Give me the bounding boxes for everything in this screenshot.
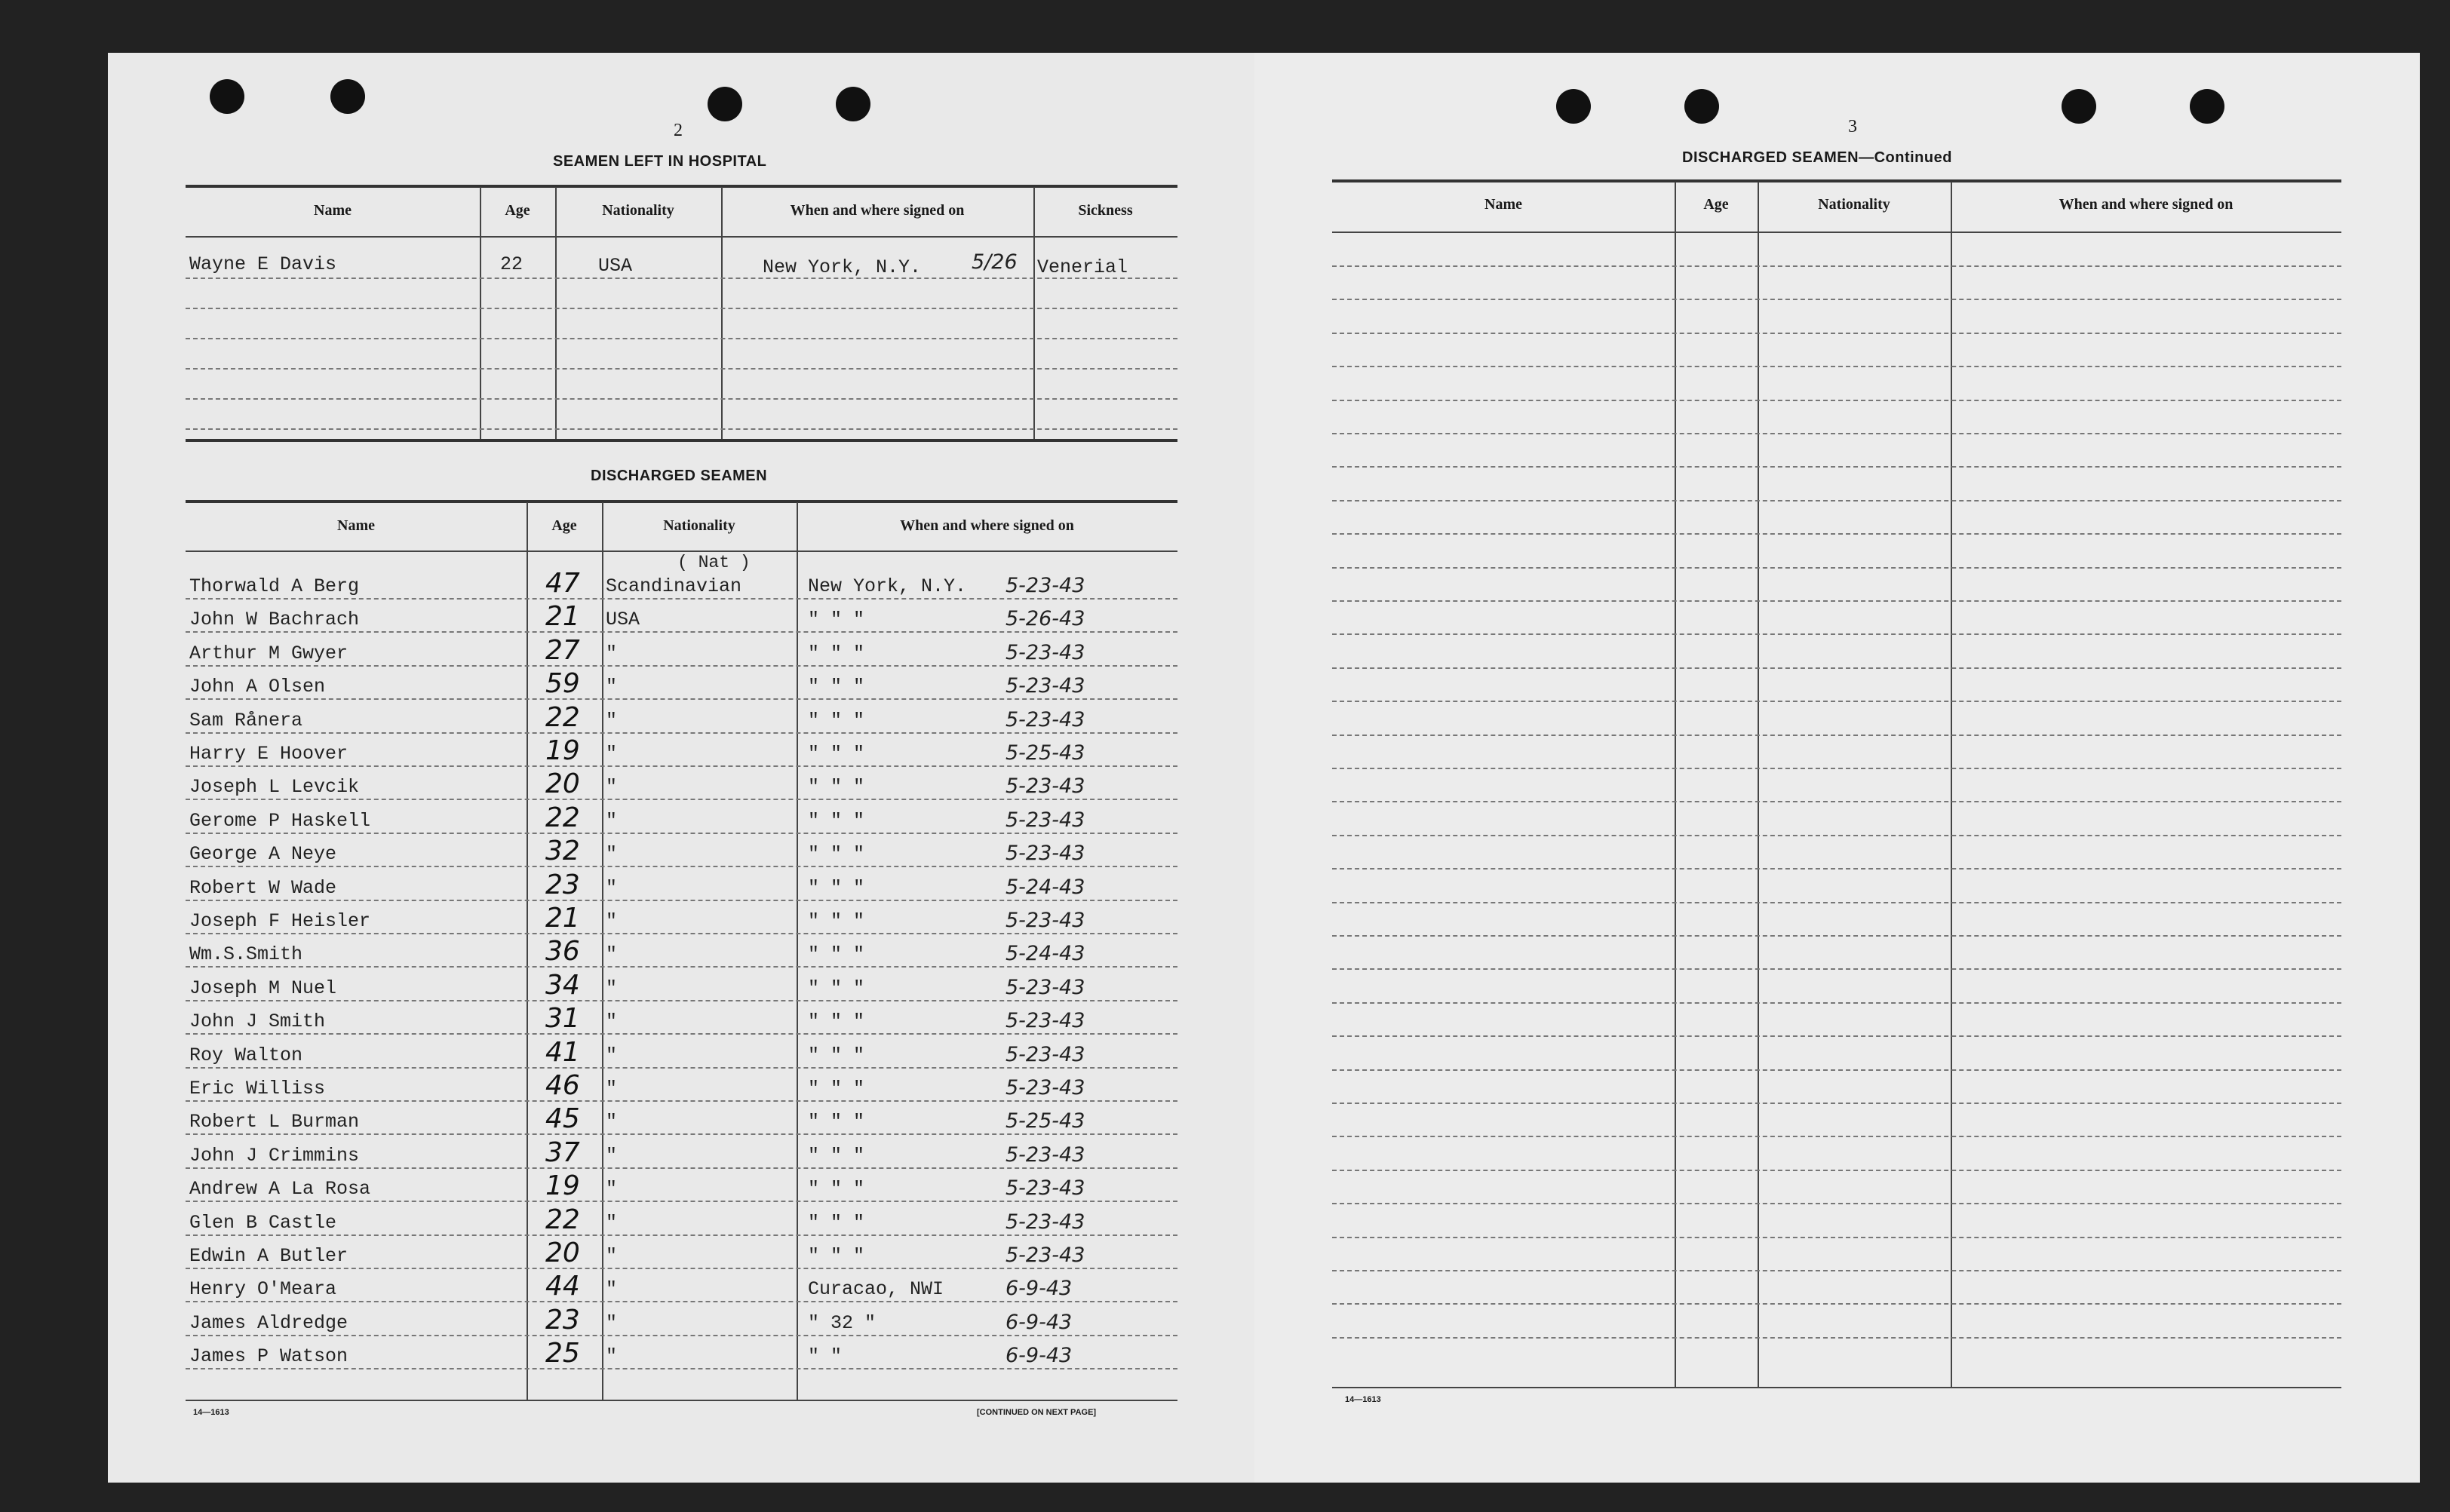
column-divider — [1951, 182, 1952, 1387]
seaman-age: 32 — [545, 836, 580, 866]
row-rule — [1332, 1136, 2341, 1137]
punch-hole — [2190, 89, 2224, 124]
row-rule — [186, 933, 1177, 934]
row-rule — [1332, 265, 2341, 267]
row-rule — [186, 631, 1177, 633]
row-rule — [1332, 935, 2341, 937]
seaman-signed-on-place: " " " — [808, 609, 865, 630]
seaman-signed-on-date: 6-9-43 — [1005, 1277, 1073, 1300]
seaman-signed-on-place: " " " — [808, 877, 865, 899]
row-rule — [186, 1033, 1177, 1035]
seaman-name: Joseph L Levcik — [189, 776, 360, 798]
row-rule — [186, 698, 1177, 700]
row-rule — [1332, 633, 2341, 635]
discharged-continued-title: DISCHARGED SEAMEN—Continued — [1682, 149, 1952, 166]
row-rule — [186, 665, 1177, 667]
column-divider — [602, 502, 603, 1400]
seaman-nationality: " — [606, 910, 618, 932]
seaman-age: 36 — [545, 936, 580, 967]
seaman-signed-on-place: " " " — [808, 1078, 865, 1099]
column-header-sickness: Sickness — [1078, 202, 1133, 219]
seaman-nationality: " — [606, 810, 618, 832]
row-rule — [186, 1067, 1177, 1069]
column-header-signed-on: When and where signed on — [2059, 196, 2234, 213]
seaman-nationality: " — [606, 843, 618, 865]
seaman-nationality: " — [606, 1011, 618, 1032]
seaman-signed-on-place: " " " — [808, 1245, 865, 1267]
row-rule — [186, 1000, 1177, 1001]
seaman-name: Wm.S.Smith — [189, 943, 303, 965]
page-number: 3 — [1848, 117, 1857, 136]
row-rule — [186, 866, 1177, 867]
seaman-signed-on-place: " " " — [808, 743, 865, 765]
seaman-signed-on-date: 5-23-43 — [1005, 808, 1085, 832]
column-header-signed-on: When and where signed on — [790, 202, 965, 219]
seaman-name: Gerome P Haskell — [189, 810, 371, 832]
punch-hole — [1684, 89, 1719, 124]
seaman-signed-on-date: 5-23-43 — [1005, 1043, 1085, 1066]
seaman-name: John A Olsen — [189, 676, 326, 698]
seaman-name: John J Crimmins — [189, 1145, 360, 1167]
seaman-age: 59 — [545, 668, 580, 699]
column-header-nationality: Nationality — [663, 517, 735, 534]
table-rule — [1332, 232, 2341, 233]
seaman-age: 37 — [545, 1137, 580, 1168]
seaman-signed-on-date: 5-23-43 — [1005, 976, 1085, 999]
row-rule — [1332, 1002, 2341, 1004]
seaman-nationality: " — [606, 1044, 618, 1066]
column-divider — [1033, 187, 1035, 439]
seaman-age: 23 — [545, 1305, 580, 1336]
seaman-signed-on-date: 6-9-43 — [1005, 1344, 1073, 1367]
column-divider — [1675, 182, 1676, 1387]
seaman-signed-on-date: 5-24-43 — [1005, 876, 1085, 899]
seaman-nationality: Scandinavian — [606, 575, 742, 597]
seaman-age: 23 — [545, 869, 580, 900]
seaman-age: 27 — [545, 635, 580, 666]
hospital-name: Wayne E Davis — [189, 253, 337, 275]
seaman-age: 22 — [545, 702, 580, 733]
seaman-name: Joseph F Heisler — [189, 910, 371, 932]
hospital-section-title: SEAMEN LEFT IN HOSPITAL — [553, 153, 767, 170]
table-rule — [186, 236, 1177, 238]
row-rule — [1332, 801, 2341, 802]
seaman-name: Sam Rånera — [189, 710, 303, 731]
seaman-signed-on-place: " " — [808, 1345, 843, 1367]
seaman-signed-on-date: 5-23-43 — [1005, 1076, 1085, 1099]
seaman-signed-on-date: 5-23-43 — [1005, 674, 1085, 698]
row-rule — [186, 1201, 1177, 1202]
seaman-signed-on-date: 5-24-43 — [1005, 942, 1085, 965]
hospital-place: New York, N.Y. — [763, 256, 922, 278]
table-rule — [1332, 1387, 2341, 1388]
row-rule — [186, 278, 1177, 279]
column-divider — [480, 187, 481, 439]
seaman-age: 20 — [545, 768, 580, 799]
seaman-name: Robert L Burman — [189, 1111, 360, 1133]
seaman-name: Arthur M Gwyer — [189, 643, 348, 664]
seaman-signed-on-place: " " " — [808, 1111, 865, 1133]
seaman-signed-on-date: 5-23-43 — [1005, 1244, 1085, 1267]
row-rule — [186, 398, 1177, 400]
row-rule — [1332, 567, 2341, 569]
seaman-nationality: " — [606, 676, 618, 698]
seaman-signed-on-date: 5-23-43 — [1005, 1143, 1085, 1167]
seaman-signed-on-date: 5-23-43 — [1005, 1176, 1085, 1200]
row-rule — [186, 1234, 1177, 1236]
seaman-age: 47 — [545, 568, 580, 599]
seaman-nationality: " — [606, 710, 618, 731]
row-rule — [186, 765, 1177, 767]
column-divider — [527, 502, 528, 1400]
column-header-signed-on: When and where signed on — [900, 517, 1074, 534]
seaman-name: James Aldredge — [189, 1312, 348, 1334]
row-rule — [186, 732, 1177, 734]
seaman-signed-on-date: 6-9-43 — [1005, 1311, 1073, 1334]
seaman-nationality: " — [606, 1345, 618, 1367]
row-rule — [186, 598, 1177, 600]
seaman-signed-on-date: 5-23-43 — [1005, 641, 1085, 664]
table-rule — [186, 439, 1177, 442]
hospital-age: 22 — [500, 253, 523, 275]
seaman-signed-on-date: 5-25-43 — [1005, 1109, 1085, 1133]
seaman-nationality: " — [606, 1278, 618, 1300]
seaman-name: John J Smith — [189, 1011, 326, 1032]
seaman-signed-on-place: " " " — [808, 1145, 865, 1167]
seaman-nationality: " — [606, 1178, 618, 1200]
row-rule — [1332, 701, 2341, 702]
seaman-signed-on-date: 5-26-43 — [1005, 607, 1085, 630]
seaman-signed-on-date: 5-23-43 — [1005, 774, 1085, 798]
row-rule — [186, 1268, 1177, 1269]
row-rule — [186, 1100, 1177, 1102]
row-rule — [1332, 1337, 2341, 1339]
seaman-age: 34 — [545, 970, 580, 1001]
column-divider — [797, 502, 798, 1400]
seaman-name: Robert W Wade — [189, 877, 337, 899]
row-rule — [186, 1301, 1177, 1302]
row-rule — [1332, 1170, 2341, 1171]
seaman-nationality: " — [606, 1111, 618, 1133]
seaman-signed-on-place: " " " — [808, 776, 865, 798]
row-rule — [1332, 735, 2341, 736]
seaman-signed-on-date: 5-25-43 — [1005, 741, 1085, 765]
seaman-name: George A Neye — [189, 843, 337, 865]
row-rule — [1332, 600, 2341, 602]
row-rule — [186, 428, 1177, 430]
seaman-name: Joseph M Nuel — [189, 977, 337, 999]
row-rule — [1332, 1035, 2341, 1037]
column-divider — [721, 187, 723, 439]
nationality-note: ( Nat ) — [677, 553, 751, 572]
seaman-age: 19 — [545, 1170, 580, 1201]
seaman-age: 41 — [545, 1037, 580, 1068]
discharged-section-title: DISCHARGED SEAMEN — [591, 468, 768, 484]
seaman-name: Harry E Hoover — [189, 743, 348, 765]
seaman-nationality: " — [606, 1078, 618, 1099]
seaman-signed-on-date: 5-23-43 — [1005, 842, 1085, 865]
row-rule — [1332, 466, 2341, 468]
seaman-nationality: " — [606, 877, 618, 899]
seaman-signed-on-place: " " " — [808, 676, 865, 698]
seaman-age: 22 — [545, 1204, 580, 1235]
seaman-nationality: USA — [606, 609, 640, 630]
row-rule — [1332, 533, 2341, 535]
column-header-age: Age — [551, 517, 577, 534]
row-rule — [186, 966, 1177, 968]
seaman-signed-on-date: 5-23-43 — [1005, 1009, 1085, 1032]
row-rule — [1332, 366, 2341, 367]
seaman-signed-on-place: " " " — [808, 1212, 865, 1234]
seaman-age: 22 — [545, 802, 580, 833]
table-rule — [1332, 179, 2341, 182]
row-rule — [186, 368, 1177, 370]
punch-hole — [210, 79, 244, 114]
seaman-signed-on-date: 5-23-43 — [1005, 708, 1085, 731]
seaman-name: John W Bachrach — [189, 609, 360, 630]
seaman-nationality: " — [606, 776, 618, 798]
row-rule — [1332, 768, 2341, 769]
seaman-name: Glen B Castle — [189, 1212, 337, 1234]
row-rule — [1332, 1203, 2341, 1204]
row-rule — [186, 1335, 1177, 1336]
table-rule — [186, 1400, 1177, 1401]
row-rule — [186, 900, 1177, 901]
row-rule — [186, 799, 1177, 800]
column-header-name: Name — [337, 517, 375, 534]
form-number: 14—1613 — [1345, 1395, 1381, 1404]
seaman-nationality: " — [606, 1312, 618, 1334]
seaman-nationality: " — [606, 1212, 618, 1234]
table-rule — [186, 500, 1177, 503]
punch-hole — [836, 87, 870, 121]
seaman-signed-on-date: 5-23-43 — [1005, 574, 1085, 597]
seaman-age: 25 — [545, 1338, 580, 1369]
row-rule — [1332, 1103, 2341, 1104]
seaman-nationality: " — [606, 1145, 618, 1167]
row-rule — [186, 1133, 1177, 1135]
punch-hole — [2062, 89, 2096, 124]
column-header-age: Age — [1703, 196, 1729, 213]
seaman-age: 45 — [545, 1103, 580, 1134]
seaman-signed-on-place: " " " — [808, 977, 865, 999]
page-number: 2 — [674, 121, 683, 140]
seaman-name: Thorwald A Berg — [189, 575, 360, 597]
seaman-age: 21 — [545, 903, 580, 934]
row-rule — [186, 308, 1177, 309]
column-header-name: Name — [1484, 196, 1522, 213]
seaman-signed-on-date: 5-23-43 — [1005, 1210, 1085, 1234]
seaman-signed-on-place: " " " — [808, 1178, 865, 1200]
row-rule — [186, 833, 1177, 834]
hospital-date: 5/26 — [972, 250, 1018, 274]
seaman-age: 46 — [545, 1070, 580, 1101]
seaman-signed-on-place: " " " — [808, 643, 865, 664]
seaman-name: Edwin A Butler — [189, 1245, 348, 1267]
hospital-nationality: USA — [598, 255, 633, 277]
seaman-signed-on-place: " " " — [808, 810, 865, 832]
hospital-sickness: Venerial — [1037, 256, 1128, 278]
row-rule — [186, 1167, 1177, 1169]
row-rule — [1332, 299, 2341, 300]
seaman-signed-on-place: New York, N.Y. — [808, 575, 967, 597]
seaman-signed-on-place: " " " — [808, 1044, 865, 1066]
seaman-signed-on-place: " " " — [808, 710, 865, 731]
seaman-nationality: " — [606, 1245, 618, 1267]
row-rule — [1332, 500, 2341, 501]
right-page — [1254, 53, 2420, 1483]
seaman-signed-on-place: " " " — [808, 843, 865, 865]
row-rule — [1332, 868, 2341, 869]
seaman-age: 44 — [545, 1271, 580, 1302]
column-divider — [1758, 182, 1759, 1387]
row-rule — [1332, 835, 2341, 836]
seaman-signed-on-place: " " " — [808, 1011, 865, 1032]
seaman-signed-on-date: 5-23-43 — [1005, 909, 1085, 932]
seaman-nationality: " — [606, 743, 618, 765]
seaman-age: 20 — [545, 1238, 580, 1268]
seaman-signed-on-place: Curacao, NWI — [808, 1278, 944, 1300]
row-rule — [1332, 333, 2341, 334]
punch-hole — [1556, 89, 1591, 124]
row-rule — [186, 338, 1177, 339]
seaman-age: 31 — [545, 1003, 580, 1034]
seaman-age: 19 — [545, 735, 580, 766]
seaman-nationality: " — [606, 643, 618, 664]
seaman-name: Eric Williss — [189, 1078, 326, 1099]
left-page — [108, 53, 1258, 1483]
seaman-name: Roy Walton — [189, 1044, 303, 1066]
continued-note: [CONTINUED ON NEXT PAGE] — [977, 1408, 1097, 1417]
form-number: 14—1613 — [193, 1408, 229, 1417]
punch-hole — [708, 87, 742, 121]
column-header-nationality: Nationality — [1818, 196, 1890, 213]
row-rule — [1332, 400, 2341, 401]
row-rule — [186, 1368, 1177, 1369]
row-rule — [1332, 968, 2341, 970]
row-rule — [1332, 902, 2341, 903]
column-header-age: Age — [505, 202, 530, 219]
column-header-nationality: Nationality — [602, 202, 674, 219]
table-rule — [186, 185, 1177, 188]
seaman-name: James P Watson — [189, 1345, 348, 1367]
seaman-age: 21 — [545, 601, 580, 632]
row-rule — [1332, 1270, 2341, 1271]
row-rule — [1332, 1303, 2341, 1305]
row-rule — [1332, 667, 2341, 669]
seaman-nationality: " — [606, 943, 618, 965]
seaman-signed-on-place: " 32 " — [808, 1312, 877, 1334]
table-rule — [186, 551, 1177, 552]
column-divider — [555, 187, 557, 439]
seaman-signed-on-place: " " " — [808, 943, 865, 965]
punch-hole — [330, 79, 365, 114]
seaman-name: Andrew A La Rosa — [189, 1178, 371, 1200]
seaman-signed-on-place: " " " — [808, 910, 865, 932]
row-rule — [1332, 1237, 2341, 1238]
seaman-name: Henry O'Meara — [189, 1278, 337, 1300]
row-rule — [1332, 1069, 2341, 1071]
column-header-name: Name — [314, 202, 352, 219]
row-rule — [1332, 433, 2341, 434]
seaman-nationality: " — [606, 977, 618, 999]
